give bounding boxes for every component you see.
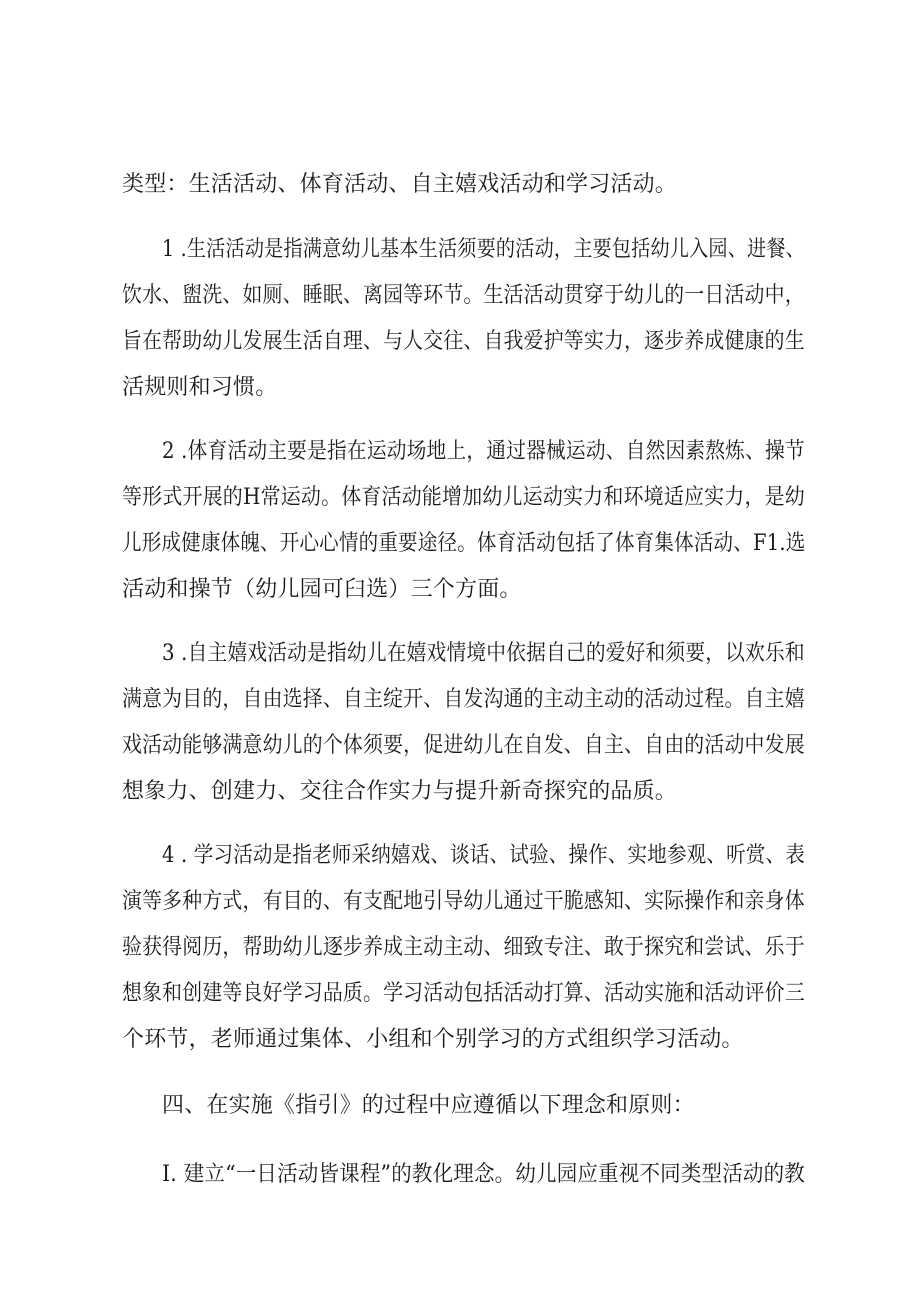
paragraph-line: 儿形成健康体魄、开心心情的重要途径。体育活动包括了体育集体活动、F1.选: [122, 531, 806, 556]
paragraph-line: 满意为目的，自由选择、自主绽开、自发沟通的主动主动的活动过程。自主嬉: [122, 687, 805, 712]
paragraph-line: 饮水、盥洗、如厕、睡眠、离园等环节。生活活动贯穿于幼儿的一日活动中，: [122, 283, 805, 308]
paragraph-line: 戏活动能够满意幼儿的个体须要，促进幼儿在自发、自主、自由的活动中发展: [122, 733, 805, 758]
paragraph-line: 类型：生活活动、体育活动、自主嬉戏活动和学习活动。: [122, 172, 678, 197]
paragraph-line: 2 .体育活动主要是指在运动场地上，通过器械运动、自然因素熬炼、操节: [162, 439, 805, 464]
paragraph-line: 想象力、创建力、交往合作实力与提升新奇探究的品质。: [122, 779, 678, 804]
paragraph-line: 4 . 学习活动是指老师采纳嬉戏、谈话、试验、操作、实地参观、听赏、表: [162, 843, 805, 868]
paragraph-line: 等形式开展的H常运动。体育活动能增加幼儿运动实力和环境适应实力，是幼: [122, 485, 805, 510]
paragraph-line: 验获得阅历，帮助幼儿逐步养成主动主动、细致专注、敢于探究和尝试、乐于: [122, 935, 805, 960]
paragraph-line: 旨在帮助幼儿发展生活自理、与人交往、自我爱护等实力，逐步养成健康的生: [122, 329, 805, 354]
paragraph-line: 个环节，老师通过集体、小组和个别学习的方式组织学习活动。: [122, 1027, 744, 1052]
paragraph-line: 1 .生活活动是指满意幼儿基本生活须要的活动，主要包括幼儿入园、进餐、: [162, 237, 806, 262]
paragraph-line: 3 .自主嬉戏活动是指幼儿在嬉戏情境中依据自己的爱好和须要，以欢乐和: [162, 641, 805, 666]
section-heading: 四、在实施《指引》的过程中应遵循以下理念和原则：: [162, 1093, 695, 1118]
paragraph-line: 活动和操节（幼儿园可臼选）三个方面。: [122, 577, 522, 602]
paragraph-line: 活规则和习惯。: [122, 375, 278, 400]
paragraph-line: 想象和创建等良好学习品质。学习活动包括活动打算、活动实施和活动评价三: [122, 981, 805, 1006]
paragraph-line: 演等多种方式，有目的、有支配地引导幼儿通过干脆感知、实际操作和亲身体: [122, 889, 805, 914]
paragraph-line: I. 建立“一日活动皆课程”的教化理念。幼儿园应重视不同类型活动的教: [162, 1162, 805, 1187]
